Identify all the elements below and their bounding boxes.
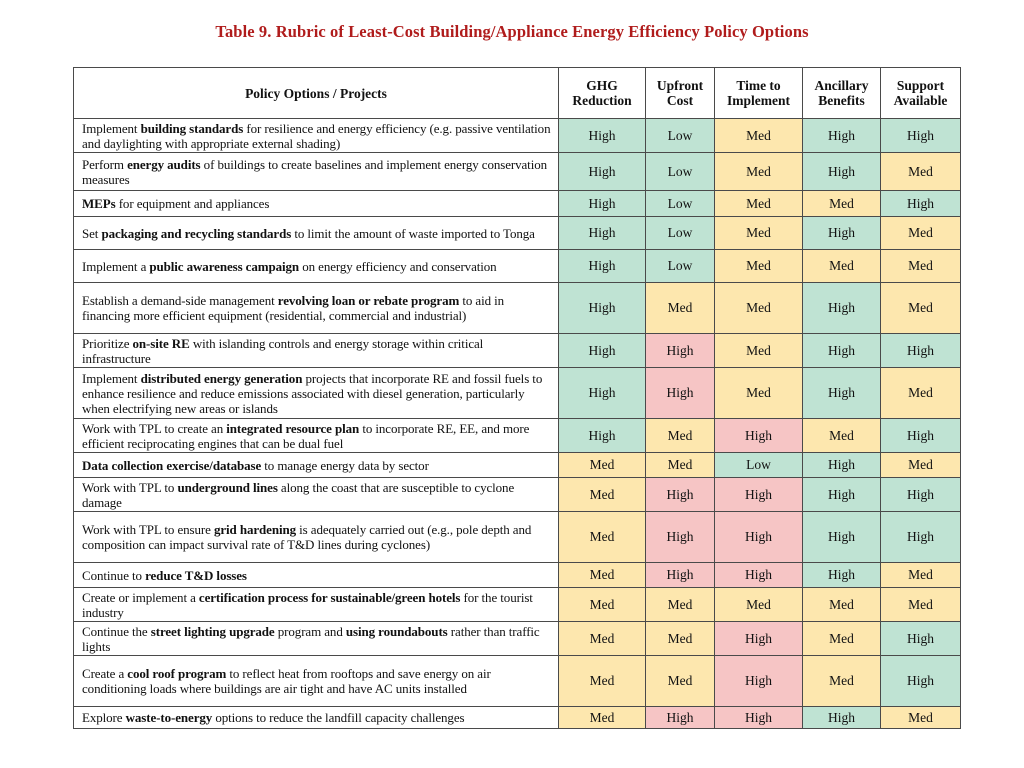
rating-ghg-reduction: High <box>559 419 646 453</box>
rating-ancillary-benefits: High <box>803 153 881 191</box>
policy-text: Implement <box>82 370 141 386</box>
table-row <box>74 250 961 283</box>
rating-time-to-implement: Med <box>715 250 803 283</box>
rating-support-available: Med <box>881 217 961 250</box>
table-row <box>74 563 961 588</box>
rating-ancillary-benefits: Med <box>803 622 881 656</box>
rating-ghg-reduction: Med <box>559 453 646 478</box>
policy-option-cell <box>74 512 559 563</box>
header-time-to-implement: Time to Implement <box>715 68 803 119</box>
policy-keyword: reduce T&D losses <box>145 567 247 583</box>
header-row <box>74 68 961 119</box>
rating-upfront-cost: High <box>646 512 715 563</box>
table-row <box>74 453 961 478</box>
policy-text: Continue the <box>82 623 151 639</box>
rating-upfront-cost: Med <box>646 622 715 656</box>
table-row <box>74 512 961 563</box>
rating-time-to-implement: High <box>715 512 803 563</box>
rating-ancillary-benefits: High <box>803 478 881 512</box>
rating-time-to-implement: Med <box>715 119 803 153</box>
rating-ghg-reduction: Med <box>559 563 646 588</box>
policy-text: Explore <box>82 710 126 725</box>
table-row <box>74 622 961 656</box>
policy-keyword: street lighting upgrade <box>150 623 275 639</box>
rating-ancillary-benefits: High <box>803 512 881 563</box>
rating-ancillary-benefits: High <box>803 217 881 250</box>
rating-time-to-implement: High <box>715 707 803 729</box>
policy-option-cell <box>74 250 559 283</box>
policy-text: to reflect heat from rooftops and save energy on air conditioning loads where buildings are air tight and have AC units installed <box>82 666 491 696</box>
rating-upfront-cost: High <box>646 368 715 419</box>
rating-upfront-cost: High <box>646 707 715 729</box>
policy-text: to limit the amount of waste imported to Tonga <box>291 225 535 241</box>
rating-time-to-implement: High <box>715 478 803 512</box>
policy-keyword: public awareness campaign <box>149 258 300 274</box>
table-row <box>74 368 961 419</box>
policy-text: rather than traffic lights <box>82 623 540 654</box>
rating-upfront-cost: Low <box>646 217 715 250</box>
policy-option-cell <box>74 453 559 478</box>
rating-ancillary-benefits: High <box>803 119 881 153</box>
policy-option-cell <box>74 368 559 419</box>
rating-time-to-implement: Med <box>715 191 803 217</box>
table-row <box>74 707 961 729</box>
policy-text: Create a <box>82 666 128 681</box>
policy-text: on energy efficiency and conservation <box>299 258 497 274</box>
policy-text: Implement <box>82 120 141 136</box>
policy-text: Implement a <box>82 258 150 274</box>
policy-option-cell <box>74 191 559 217</box>
rating-ancillary-benefits: High <box>803 563 881 588</box>
rating-upfront-cost: High <box>646 563 715 588</box>
rating-ancillary-benefits: Med <box>803 250 881 283</box>
policy-text: Set <box>82 225 102 241</box>
policy-text: for resilience and energy efficiency (e.g. passive ventilation and daylighting with appropriate external shading) <box>82 120 551 151</box>
policy-option-cell <box>74 707 559 729</box>
rating-ancillary-benefits: High <box>803 283 881 334</box>
rating-ghg-reduction: Med <box>559 588 646 622</box>
policy-option-cell <box>74 419 559 453</box>
rating-support-available: Med <box>881 250 961 283</box>
policy-option-cell <box>74 622 559 656</box>
table-row <box>74 283 961 334</box>
header-policy-options: Policy Options / Projects <box>74 68 559 119</box>
rating-time-to-implement: Med <box>715 217 803 250</box>
policy-keyword: certification process for sustainable/green hotels <box>198 589 461 605</box>
policy-option-cell <box>74 656 559 707</box>
rating-ghg-reduction: High <box>559 217 646 250</box>
policy-option-cell <box>74 119 559 153</box>
rating-ghg-reduction: High <box>559 334 646 368</box>
policy-keyword: integrated resource plan <box>226 420 360 436</box>
policy-keyword: energy audits <box>127 156 201 172</box>
rating-upfront-cost: Med <box>646 588 715 622</box>
rating-time-to-implement: High <box>715 419 803 453</box>
rating-time-to-implement: Med <box>715 368 803 419</box>
policy-option-cell <box>74 217 559 250</box>
table-row <box>74 334 961 368</box>
rating-upfront-cost: Low <box>646 250 715 283</box>
rating-upfront-cost: Low <box>646 191 715 217</box>
policy-option-cell <box>74 153 559 191</box>
rating-time-to-implement: High <box>715 563 803 588</box>
rating-ancillary-benefits: High <box>803 707 881 729</box>
table-row <box>74 656 961 707</box>
policy-keyword: waste-to-energy <box>125 710 213 725</box>
policy-keyword: cool roof program <box>127 666 227 681</box>
policy-option-cell <box>74 334 559 368</box>
policy-text: to manage energy data by sector <box>261 457 429 473</box>
rating-ghg-reduction: Med <box>559 707 646 729</box>
header-ancillary-benefits: Ancillary Benefits <box>803 68 881 119</box>
policy-text: with islanding controls and energy storage within critical infrastructure <box>82 335 484 366</box>
policy-text: of buildings to create baselines and implement energy conservation measures <box>82 156 547 187</box>
rating-support-available: Med <box>881 588 961 622</box>
policy-rubric-table <box>73 67 961 729</box>
policy-keyword: MEPs <box>82 196 116 211</box>
rating-time-to-implement: Med <box>715 283 803 334</box>
rating-support-available: Med <box>881 563 961 588</box>
table-row <box>74 217 961 250</box>
rating-ghg-reduction: High <box>559 368 646 419</box>
rating-support-available: High <box>881 512 961 563</box>
header-ghg-reduction: GHG Reduction <box>559 68 646 119</box>
rating-upfront-cost: High <box>646 334 715 368</box>
policy-keyword: using roundabouts <box>345 623 448 639</box>
rating-support-available: Med <box>881 153 961 191</box>
rating-ghg-reduction: Med <box>559 512 646 563</box>
policy-keyword: Data collection exercise/database <box>82 457 262 473</box>
rating-support-available: High <box>881 419 961 453</box>
rating-time-to-implement: High <box>715 656 803 707</box>
table-row <box>74 419 961 453</box>
policy-text: Establish a demand-side management <box>82 293 278 308</box>
rating-ghg-reduction: Med <box>559 622 646 656</box>
rating-support-available: Med <box>881 707 961 729</box>
policy-text: for the tourist industry <box>82 589 533 620</box>
table-body <box>74 119 961 729</box>
rating-support-available: High <box>881 334 961 368</box>
policy-text: to incorporate RE, EE, and more efficient reciprocating engines that can be dual fuel <box>82 420 530 451</box>
policy-text: to aid in financing more efficient equipment (residential, commercial and industrial) <box>82 293 505 323</box>
policy-text: Prioritize <box>82 335 133 351</box>
rating-ancillary-benefits: Med <box>803 588 881 622</box>
policy-keyword: grid hardening <box>213 522 297 537</box>
rating-support-available: Med <box>881 283 961 334</box>
policy-keyword: building standards <box>140 120 244 136</box>
rating-ghg-reduction: High <box>559 250 646 283</box>
rating-upfront-cost: Med <box>646 419 715 453</box>
policy-text: Work with TPL to create an <box>82 420 227 436</box>
rating-upfront-cost: Low <box>646 119 715 153</box>
rating-upfront-cost: High <box>646 478 715 512</box>
policy-text: options to reduce the landfill capacity challenges <box>212 710 465 725</box>
policy-option-cell <box>74 283 559 334</box>
rating-ancillary-benefits: Med <box>803 419 881 453</box>
rating-ghg-reduction: High <box>559 283 646 334</box>
rating-ancillary-benefits: High <box>803 453 881 478</box>
policy-option-cell <box>74 588 559 622</box>
table-row <box>74 588 961 622</box>
policy-text: Perform <box>82 156 128 172</box>
rating-ancillary-benefits: Med <box>803 656 881 707</box>
table-row <box>74 191 961 217</box>
rating-upfront-cost: Med <box>646 453 715 478</box>
rating-support-available: Med <box>881 368 961 419</box>
rating-time-to-implement: Med <box>715 153 803 191</box>
rating-support-available: Med <box>881 453 961 478</box>
policy-text: Continue to <box>82 567 146 583</box>
rating-ghg-reduction: High <box>559 153 646 191</box>
table-row <box>74 153 961 191</box>
header-support-available: Support Available <box>881 68 961 119</box>
policy-option-cell <box>74 478 559 512</box>
policy-keyword: distributed energy generation <box>140 370 303 386</box>
policy-keyword: on-site RE <box>132 335 190 351</box>
header-upfront-cost: Upfront Cost <box>646 68 715 119</box>
rating-ghg-reduction: Med <box>559 656 646 707</box>
rating-time-to-implement: Low <box>715 453 803 478</box>
rating-support-available: High <box>881 191 961 217</box>
table-row <box>74 478 961 512</box>
rating-support-available: High <box>881 622 961 656</box>
rating-ghg-reduction: High <box>559 119 646 153</box>
rating-upfront-cost: Med <box>646 283 715 334</box>
rating-support-available: High <box>881 478 961 512</box>
rating-ancillary-benefits: Med <box>803 191 881 217</box>
policy-keyword: packaging and recycling standards <box>101 225 292 241</box>
rating-ghg-reduction: High <box>559 191 646 217</box>
policy-keyword: revolving loan or rebate program <box>277 293 460 308</box>
rating-upfront-cost: Med <box>646 656 715 707</box>
policy-option-cell <box>74 563 559 588</box>
rating-time-to-implement: Med <box>715 334 803 368</box>
policy-text: for equipment and appliances <box>115 196 270 211</box>
policy-text: along the coast that are susceptible to cyclone damage <box>82 479 515 510</box>
rating-time-to-implement: High <box>715 622 803 656</box>
policy-text: Create or implement a <box>82 589 199 605</box>
policy-keyword: underground lines <box>177 479 278 495</box>
rating-time-to-implement: Med <box>715 588 803 622</box>
rating-ghg-reduction: Med <box>559 478 646 512</box>
policy-text: projects that incorporate RE and fossil fuels to enhance resilience and reduce emissions associated with diesel generation, particularly when electrifying new areas or islands <box>82 370 543 416</box>
table-row <box>74 119 961 153</box>
rating-support-available: High <box>881 119 961 153</box>
rating-support-available: High <box>881 656 961 707</box>
rating-ancillary-benefits: High <box>803 334 881 368</box>
policy-text: Work with TPL to ensure <box>82 522 214 537</box>
policy-text: Work with TPL to <box>82 479 178 495</box>
policy-text: program and <box>274 623 346 639</box>
table-title: Table 9. Rubric of Least-Cost Building/Appliance Energy Efficiency Policy Options <box>215 22 809 41</box>
rating-upfront-cost: Low <box>646 153 715 191</box>
policy-text: is adequately carried out (e.g., pole depth and composition can impact survival rate of T&D lines during cyclones) <box>82 522 532 552</box>
rating-ancillary-benefits: High <box>803 368 881 419</box>
